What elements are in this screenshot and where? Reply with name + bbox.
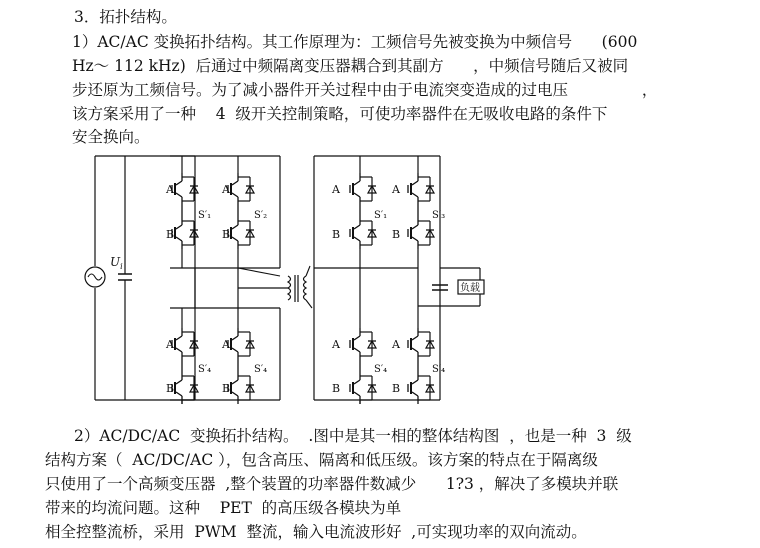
output-section: [314, 268, 484, 308]
svg-text:A: A: [166, 338, 174, 351]
left-lower-bridge: [165, 308, 280, 404]
svg-text:B: B: [222, 228, 231, 241]
svg-text:A: A: [222, 183, 230, 196]
svg-text:B: B: [166, 228, 175, 241]
paragraph2-line4: 带来的均流问题。这种 PET 的高压级各模块为单: [45, 499, 402, 517]
load-label: 负载: [460, 283, 480, 294]
svg-text:A: A: [392, 338, 400, 351]
paragraph2-line2: 结构方案（ AC/DC/AC ），包含高压、隔离和低压级。该方案的特点在于隔离级: [45, 451, 598, 469]
svg-text:A: A: [166, 183, 174, 196]
paragraph1-line3: 步还原为工频信号。为了减小器件开关过程中由于电流突变造成的过电压 ，: [72, 81, 658, 99]
svg-text:S′₄: S′₄: [254, 364, 268, 375]
right-lower-bridge: [314, 308, 445, 404]
paragraph1-line1: 1）AC/AC 变换拓扑结构。其工作原理为：工频信号先被变换为中频信号 (600: [72, 33, 638, 51]
svg-text:B: B: [332, 228, 341, 241]
svg-text:B: B: [392, 382, 401, 395]
paragraph1-line4: 该方案采用了一种 4 级开关控制策略，可使功率器件在无吸收电路的条件下: [72, 105, 608, 123]
svg-text:A: A: [332, 338, 340, 351]
svg-text:S′₄: S′₄: [374, 364, 388, 375]
paragraph2-line3: 只使用了一个高频变压器 ,整个装置的功率器件数减少 1?3 ，解决了多模块并联: [45, 475, 619, 493]
svg-text:B: B: [222, 382, 231, 395]
switch-s1-label: S′₁: [198, 210, 212, 221]
paragraph2-line1: 2）AC/DC/AC 变换拓扑结构。 .图中是其一相的整体结构图 ，也是一种 3 级: [74, 427, 632, 445]
paragraph2-line5: 相全控整流桥，采用 PWM 整流，输入电流波形好 ,可实现功率的双向流动。: [45, 523, 587, 541]
svg-text:A: A: [332, 183, 340, 196]
svg-text:A: A: [222, 338, 230, 351]
svg-text:S′₄: S′₄: [432, 364, 446, 375]
svg-text:B: B: [392, 228, 401, 241]
svg-text:B: B: [332, 382, 341, 395]
paragraph1-line2: Hz～ 112 kHz) 后通过中频隔离变压器耦合到其副方 ，中频信号随后又被同: [72, 57, 629, 75]
section-heading: 3．拓扑结构。: [74, 8, 177, 26]
svg-text:B: B: [166, 382, 175, 395]
svg-text:S′₄: S′₄: [198, 364, 212, 375]
switch-s3-label: S′₃: [432, 210, 446, 221]
svg-text:S′₁: S′₁: [374, 210, 388, 221]
topology-circuit-diagram: [70, 148, 490, 413]
switch-s2-label: S′₂: [254, 210, 268, 221]
source-label: $U_i$: [110, 255, 123, 271]
paragraph1-line5: 安全换向。: [72, 128, 150, 146]
isolation-transformer: [195, 266, 312, 308]
svg-text:A: A: [392, 183, 400, 196]
input-section: [85, 156, 195, 400]
